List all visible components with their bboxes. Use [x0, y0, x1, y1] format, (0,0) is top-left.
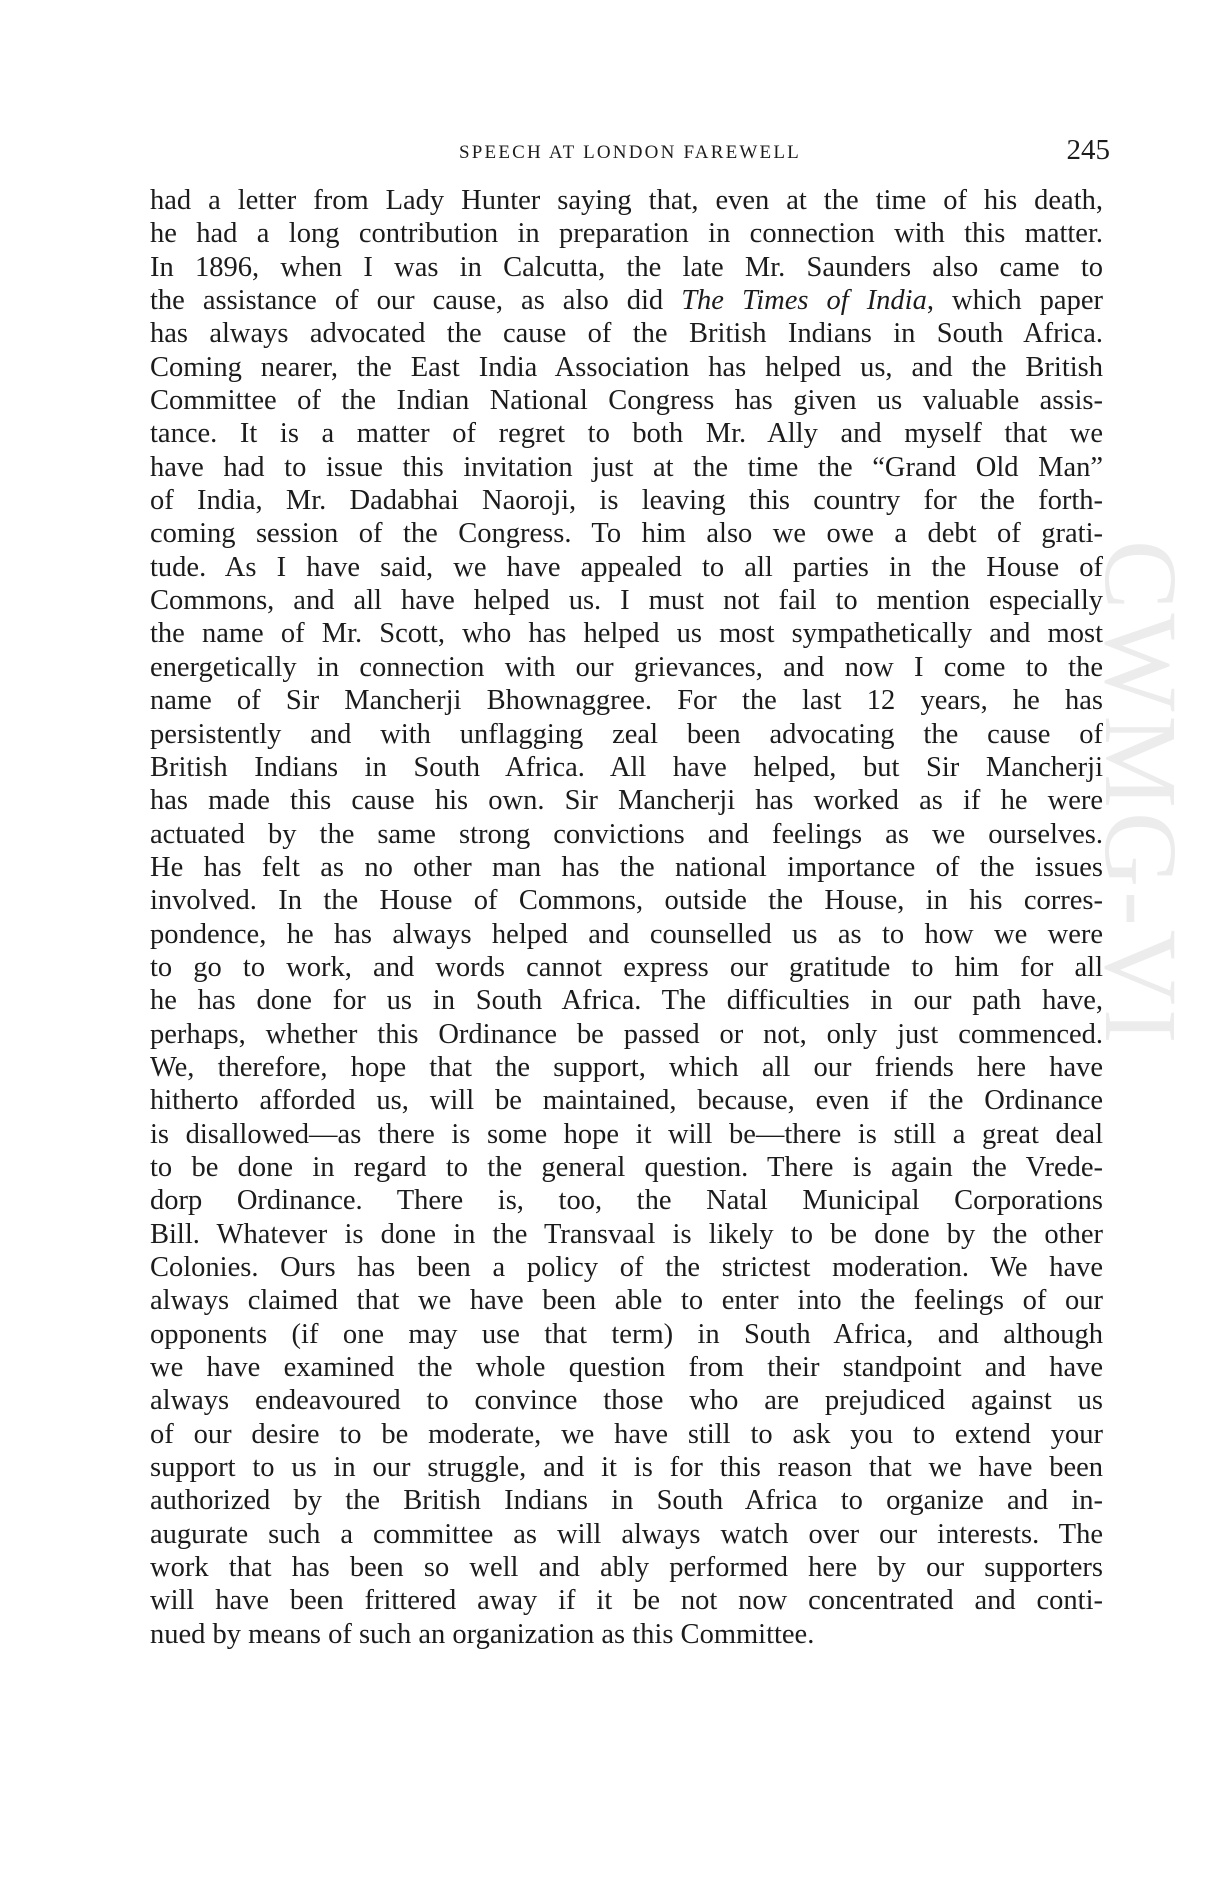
text-line: has always advocated the cause of the British Indians in South Africa.: [150, 318, 1103, 350]
text-line: hitherto afforded us, will be maintained, because, even if the Ordinance: [150, 1085, 1103, 1117]
text-line: Coming nearer, the East India Association has helped us, and the British: [150, 351, 1103, 383]
text-line: of India, Mr. Dadabhai Naoroji, is leaving this country for the forth-: [150, 485, 1103, 517]
text-line: Bill. Whatever is done in the Transvaal is likely to be done by the other: [150, 1218, 1103, 1250]
text-line: have had to issue this invitation just at the time the “Grand Old Man”: [150, 451, 1103, 483]
text-line: Colonies. Ours has been a policy of the strictest moderation. We have: [150, 1252, 1103, 1283]
text-line: He has felt as no other man has the national importance of the issues: [150, 851, 1103, 883]
text-line: perhaps, whether this Ordinance be passed or not, only just commenced.: [150, 1018, 1103, 1050]
text-line: support to us in our struggle, and it is for this reason that we have been: [150, 1452, 1103, 1484]
text-line: will have been frittered away if it be not now concentrated and conti-: [150, 1585, 1103, 1617]
text-line: always claimed that we have been able to enter into the feelings of our: [150, 1285, 1103, 1317]
text-line: had a letter from Lady Hunter saying that, even at the time of his death,: [150, 185, 1103, 216]
text-line: dorp Ordinance. There is, too, the Natal Municipal Corporations: [150, 1185, 1103, 1217]
text-line: actuated by the same strong convictions and feelings as we ourselves.: [150, 818, 1103, 850]
text-line: We, therefore, hope that the support, which all our friends here have: [150, 1051, 1103, 1083]
text-line: British Indians in South Africa. All have helped, but Sir Mancherji: [150, 751, 1103, 783]
text-line: we have examined the whole question from their standpoint and have: [150, 1352, 1103, 1384]
text-line: of our desire to be moderate, we have still to ask you to extend your: [150, 1418, 1103, 1450]
text-line: In 1896, when I was in Calcutta, the late Mr. Saunders also came to: [150, 251, 1103, 283]
watermark-text: CWMG-VI: [1083, 540, 1198, 1048]
text-line: always endeavoured to convince those who are prejudiced against us: [150, 1385, 1103, 1417]
text-line: energetically in connection with our grievances, and now I come to the: [150, 651, 1103, 683]
text-line: tance. It is a matter of regret to both Mr. Ally and myself that we: [150, 418, 1103, 450]
page-number: 245: [1066, 134, 1110, 166]
text-line: involved. In the House of Commons, outside the House, in his corres-: [150, 885, 1103, 917]
watermark: [1083, 540, 1202, 1340]
text-line: has made this cause his own. Sir Mancherji has worked as if he were: [150, 785, 1103, 817]
running-title: SPEECH AT LONDON FAREWELL: [459, 142, 801, 163]
text-line: augurate such a committee as will always watch over our interests. The: [150, 1518, 1103, 1550]
body-text: [150, 184, 1103, 1651]
text-line: he has done for us in South Africa. The difficulties in our path have,: [150, 985, 1103, 1017]
running-head: [150, 134, 1110, 170]
publication-title: The Times of India: [681, 285, 927, 317]
text-line: tude. As I have said, we have appealed to all parties in the House of: [150, 551, 1103, 583]
text-line: to be done in regard to the general question. There is again the Vrede-: [150, 1151, 1103, 1183]
text-line: to go to work, and words cannot express our gratitude to him for all: [150, 951, 1103, 983]
text-line: the assistance of our cause, as also did The Times of India, which paper: [150, 285, 1103, 317]
text-line: Committee of the Indian National Congress has given us valuable assis-: [150, 385, 1103, 417]
text-line: Commons, and all have helped us. I must not fail to mention especially: [150, 585, 1103, 617]
text-line: the name of Mr. Scott, who has helped us most sympathetically and most: [150, 618, 1103, 650]
text-line: is disallowed—as there is some hope it will be—there is still a great deal: [150, 1118, 1103, 1150]
text-line: authorized by the British Indians in South Africa to organize and in-: [150, 1485, 1103, 1517]
text-line-last: nued by means of such an organization as this Committee.: [150, 1618, 815, 1650]
text-line: persistently and with unflagging zeal been advocating the cause of: [150, 718, 1103, 750]
text-line: work that has been so well and ably performed here by our supporters: [150, 1552, 1103, 1584]
text-line: coming session of the Congress. To him also we owe a debt of grati-: [150, 518, 1103, 550]
text-line: name of Sir Mancherji Bhownaggree. For the last 12 years, he has: [150, 685, 1103, 717]
text-line: opponents (if one may use that term) in South Africa, and although: [150, 1318, 1103, 1350]
text-line: pondence, he has always helped and counselled us as to how we were: [150, 918, 1103, 950]
text-line: he had a long contribution in preparation in connection with this matter.: [150, 218, 1103, 250]
